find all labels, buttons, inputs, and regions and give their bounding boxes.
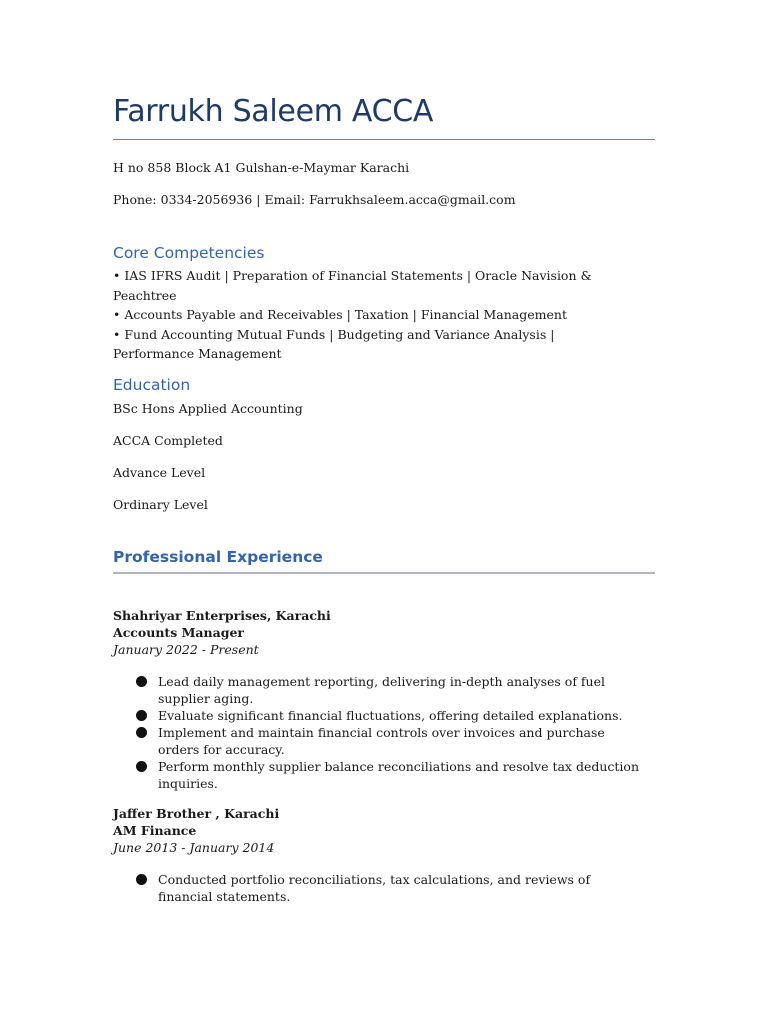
job-dates: June 2013 - January 2014 (113, 840, 275, 855)
core-competencies-heading: Core Competencies (113, 244, 265, 262)
competency-item: • Accounts Payable and Receivables | Taxation | Financial Management (113, 307, 567, 322)
experience-heading: Professional Experience (113, 548, 323, 566)
bullet-icon (136, 676, 147, 687)
job-responsibilities (133, 871, 643, 905)
list-item: Evaluate significant financial fluctuations, offering detailed explanations. (133, 707, 643, 724)
list-item: Perform monthly supplier balance reconciliations and resolve tax deduction inquiries. (133, 758, 643, 792)
competency-item: • IAS IFRS Audit | Preparation of Financial Statements | Oracle Navision & Peachtree (113, 268, 592, 303)
bullet-icon (136, 727, 147, 738)
list-item: Conducted portfolio reconciliations, tax calculations, and reviews of financial statements. (133, 871, 643, 905)
job-entry (113, 607, 331, 658)
experience-divider (113, 572, 655, 574)
education-heading: Education (113, 376, 191, 394)
education-item: ACCA Completed (113, 433, 223, 448)
job-entry (113, 805, 279, 856)
address: H no 858 Block A1 Gulshan-e-Maymar Karachi (113, 160, 410, 175)
core-competencies-list (113, 266, 613, 364)
header-divider (113, 139, 655, 140)
competency-item: • Fund Accounting Mutual Funds | Budgeting and Variance Analysis | Performance Management (113, 326, 555, 361)
job-title: Accounts Manager (113, 625, 244, 640)
education-item: BSc Hons Applied Accounting (113, 401, 303, 416)
list-item: Lead daily management reporting, delivering in-depth analyses of fuel supplier aging. (133, 673, 643, 707)
bullet-icon (136, 761, 147, 772)
list-item: Implement and maintain financial controls over invoices and purchase orders for accuracy. (133, 724, 643, 758)
job-dates: January 2022 - Present (113, 642, 259, 657)
job-responsibilities (133, 673, 643, 792)
candidate-name: Farrukh Saleem ACCA (113, 94, 434, 129)
bullet-icon (136, 874, 147, 885)
education-item: Advance Level (113, 465, 206, 480)
job-title: AM Finance (113, 823, 197, 838)
company-name: Shahriyar Enterprises, Karachi (113, 608, 331, 623)
bullet-icon (136, 710, 147, 721)
contact-info: Phone: 0334-2056936 | Email: Farrukhsaleem.acca@gmail.com (113, 192, 516, 207)
education-item: Ordinary Level (113, 497, 208, 512)
company-name: Jaffer Brother , Karachi (113, 806, 280, 821)
